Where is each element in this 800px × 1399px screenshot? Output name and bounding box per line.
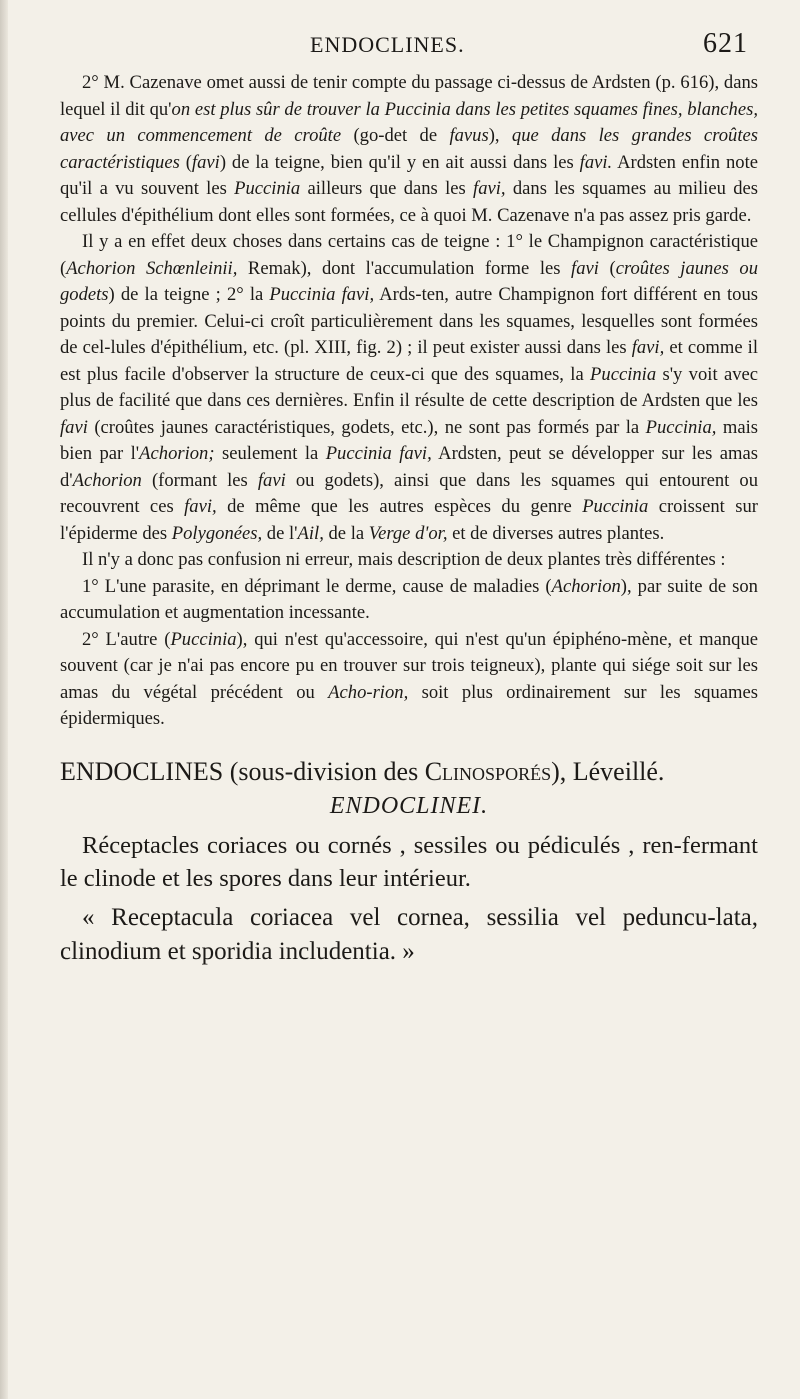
paragraph-cazenave: 2° M. Cazenave omet aussi de tenir compte du passage ci-dessus de Ardsten (p. 616), dans lequel il dit qu'on est plus sûr de trouver la Puccinia dans les petites squames fines, blanches, avec un commencement de croûte (go-det de favus), que dans les grandes croûtes caractéristiques (favi) de la teigne, bien qu'il y en ait aussi dans les favi. Ardsten enfin note qu'il a vu souvent les Puccinia ailleurs que dans les favi, dans les squames au milieu des cellules d'épithélium dont elles sont formées, ce à quoi M. Cazenave n'a pas assez pris garde.	[60, 72, 758, 226]
paragraph-two-things: Il y a en effet deux choses dans certains cas de teigne : 1° le Champignon caractéristique (Achorion Schœnleinii, Remak), dont l'accumulation forme les favi (croûtes jaunes ou godets) de la teigne ; 2° la Puccinia favi, Ards-ten, autre Champignon fort différent en tous points du premier. Celui-ci croît particulièrement dans les squames, lesquelles sont formées de cel-lules d'épithélium, etc. (pl. XIII, fig. 2) ; il peut exister aussi dans les favi, et comme il est plus facile d'observer la structure de ceux-ci que des squames, la Puccinia s'y voit avec plus de facilité que dans ces dernières. Enfin il résulte de cette description de Ardsten que les favi (croûtes jaunes caractéristiques, godets, etc.), ne sont pas formés par la Puccinia, mais bien par l'Achorion; seulement la Puccinia favi, Ardsten, peut se développer sur les amas d'Achorion (formant les favi ou godets), ainsi que dans les squames qui entourent ou recouvrent ces favi, de même que les autres espèces du genre Puccinia croissent sur l'épiderme des Polygonées, de l'Ail, de la Verge d'or, et de diverses autres plantes.	[60, 231, 759, 544]
entry-latin-name: ENDOCLINEI.	[329, 792, 489, 819]
page-edge	[0, 0, 8, 1399]
page-number: 621	[703, 28, 748, 59]
entry-group: Clinosporés	[424, 756, 552, 786]
entry-latin-diagnosis: « Receptacula coriacea vel cornea, sessilia vel peduncu-lata, clinodium et sporidia includentia. »	[60, 903, 758, 965]
paragraph-second-plant: 2° L'autre (Puccinia), qui n'est qu'accessoire, qui n'est qu'un épiphéno-mène, et manque souvent (car je n'ai pas encore pu en trouver sur trois teigneux), plante qui siége soit sur les amas du végétal précédent ou Acho-rion, soit plus ordinairement sur les squames épidermiques.	[60, 628, 759, 729]
paragraph-first-plant: 1° L'une parasite, en déprimant le derme, cause de maladies (Achorion), par suite de son accumulation et augmentation incessante.	[60, 575, 758, 623]
entry-heading: ENDOCLINES (sous-division des Clinosporés), Léveillé.	[60, 756, 665, 786]
entry-description: Réceptacles coriaces ou cornés , sessiles ou pédiculés , ren-fermant le clinode et les spores dans leur intérieur.	[60, 831, 758, 892]
running-title: ENDOCLINES.	[310, 32, 465, 57]
paragraph-no-confusion: Il n'y a donc pas confusion ni erreur, mais description de deux plantes très différentes :	[82, 549, 726, 570]
entry-name: ENDOCLINES	[60, 756, 224, 786]
body-text	[60, 70, 758, 733]
running-header	[60, 28, 758, 70]
book-page	[60, 28, 758, 969]
